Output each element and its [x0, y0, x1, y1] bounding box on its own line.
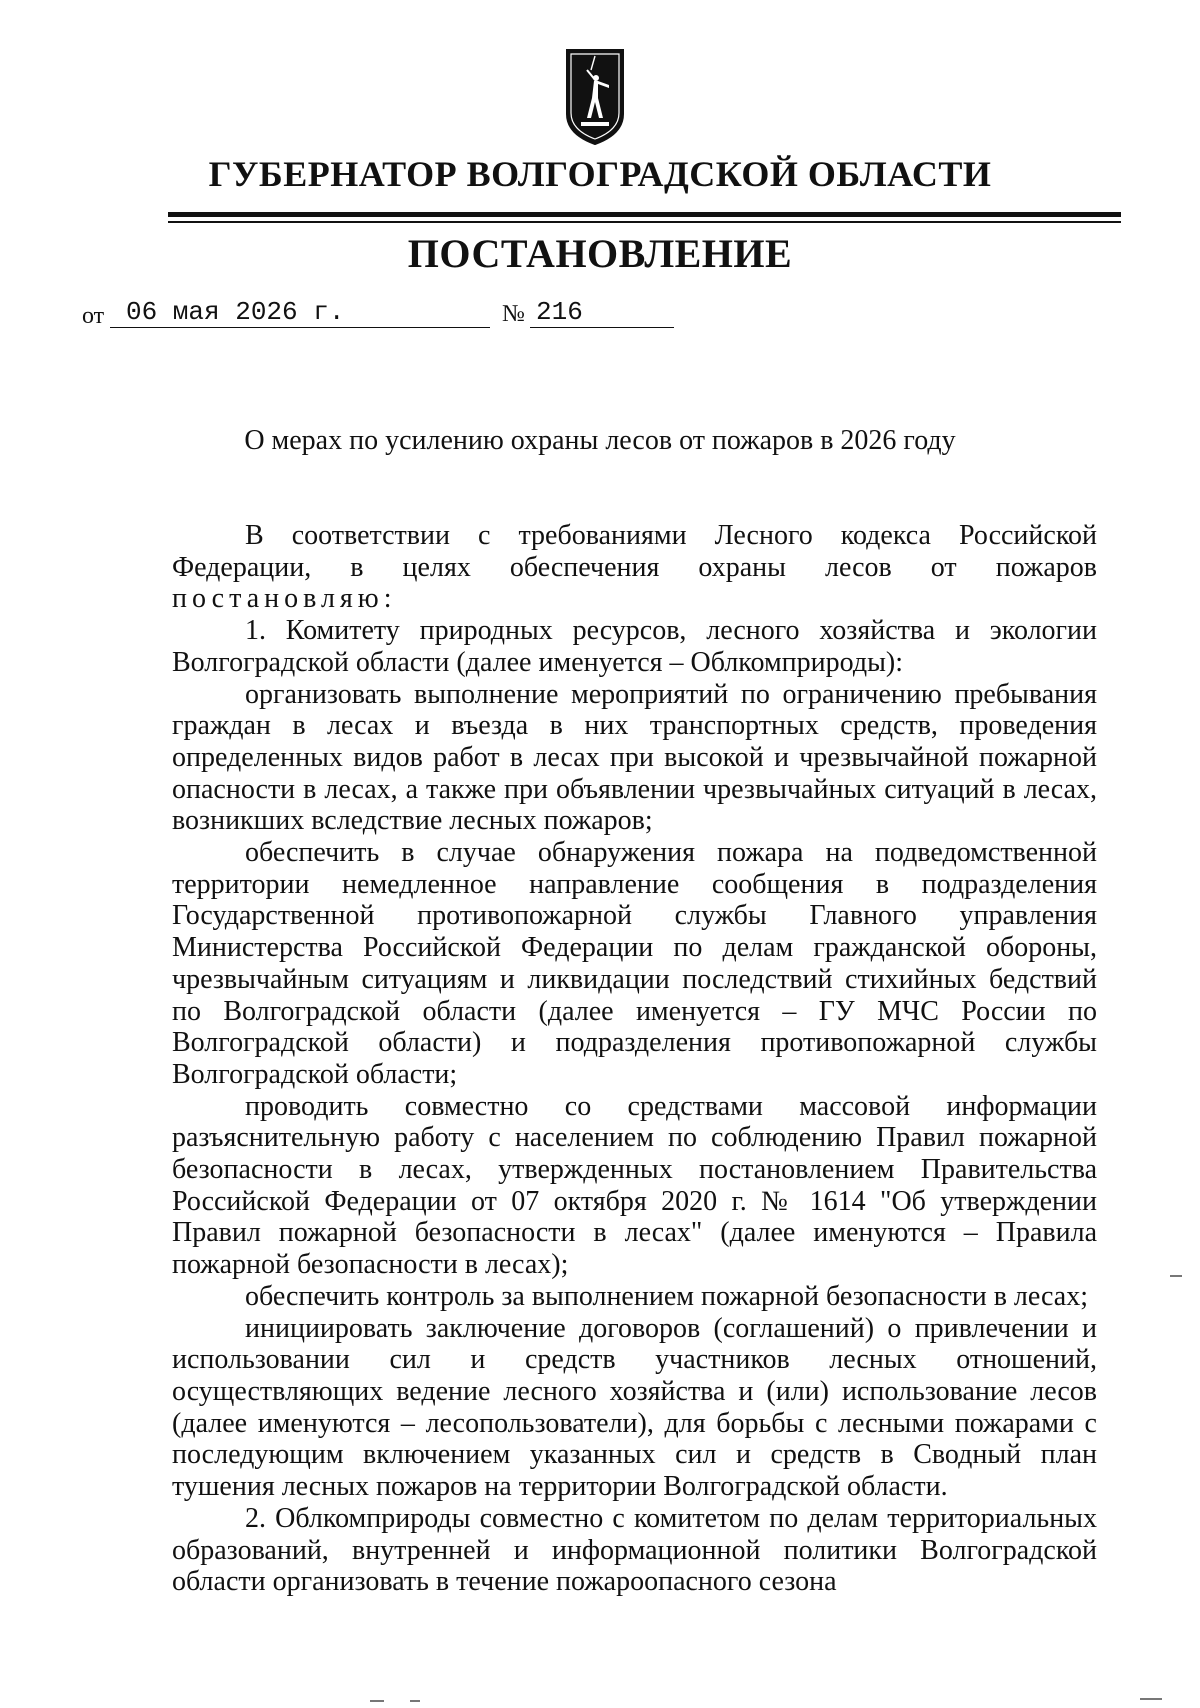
paragraph-1-item-a: организовать выполнение мероприятий по ограничению пребывания граждан в лесах и въезда в них транспортных средств, проведения определенных видов работ в лесах при высокой и чрезвычайной пожарной опасности в лесах, а также при объявлении чрезвычайных ситуаций в лесах, возникших вследствие лесных пожаров;: [172, 678, 1097, 837]
document-number: 216: [530, 297, 674, 328]
scan-artifact: [410, 1700, 420, 1702]
date-number-row: [82, 297, 702, 331]
decree-word: постановляю:: [172, 583, 397, 615]
paragraph-1-item-d: обеспечить контроль за выполнением пожарной безопасности в лесах;: [245, 1280, 1089, 1312]
document-subject: О мерах по усилению охраны лесов от пожаров в 2026 году: [244, 425, 956, 456]
document-type-title: ПОСТАНОВЛЕНИЕ: [407, 231, 793, 276]
scan-artifact: [1170, 1275, 1182, 1277]
paragraph-2: 2. Облкомприроды совместно с комитетом по делам территориальных образований, внутренней и информационной политики Волгоградской области организовать в течение пожароопасного сезона: [172, 1502, 1097, 1598]
date-prefix-label: от: [82, 303, 105, 329]
issuer-title: ГУБЕРНАТОР ВОЛГОГРАДСКОЙ ОБЛАСТИ: [208, 154, 992, 194]
coat-of-arms-emblem: [565, 48, 625, 146]
header-divider-thick: [168, 212, 1121, 217]
document-date: 06 мая 2026 г.: [110, 297, 490, 328]
number-prefix-label: №: [502, 301, 525, 327]
scan-artifact: [370, 1700, 384, 1702]
header-divider-thin: [168, 221, 1121, 223]
paragraph-1: 1. Комитету природных ресурсов, лесного хозяйства и экологии Волгоградской области (далее именуется – Облкомприроды):: [172, 615, 1097, 678]
intro-paragraph: [172, 520, 1097, 615]
paragraph-1-item-b: обеспечить в случае обнаружения пожара на подведомственной территории немедленное направление сообщения в подразделения Государственной противопожарной службы Главного управления Министерства Российской Федерации по делам гражданской обороны, чрезвычайным ситуациям и ликвидации последствий стихийных бедствий по Волгоградской области (далее именуется – ГУ МЧС России по Волгоградской области) и подразделения противопожарной службы Волгоградской области;: [172, 837, 1097, 1090]
document-body: [172, 520, 1097, 1598]
intro-text: В соответствии с требованиями Лесного кодекса Российской Федерации, в целях обеспечения охраны лесов от пожаров: [172, 520, 1097, 583]
paragraph-1-item-e: инициировать заключение договоров (соглашений) о привлечении и использовании сил и средств участников лесных отношений, осуществляющих ведение лесного хозяйства и (или) использование лесов (далее именуются – лесопользователи), для борьбы с лесными пожарами с последующим включением указанных сил и средств в Сводный план тушения лесных пожаров на территории Волгоградской области.: [172, 1312, 1097, 1503]
scan-artifact: [1140, 1698, 1162, 1700]
paragraph-1-item-c: проводить совместно со средствами массовой информации разъяснительную работу с населением по соблюдению Правил пожарной безопасности в лесах, утвержденных постановлением Правительства Российской Федерации от 07 октября 2020 г. № 1614 "Об утверждении Правил пожарной безопасности в лесах" (далее именуются – Правила пожарной безопасности в лесах);: [172, 1090, 1097, 1281]
